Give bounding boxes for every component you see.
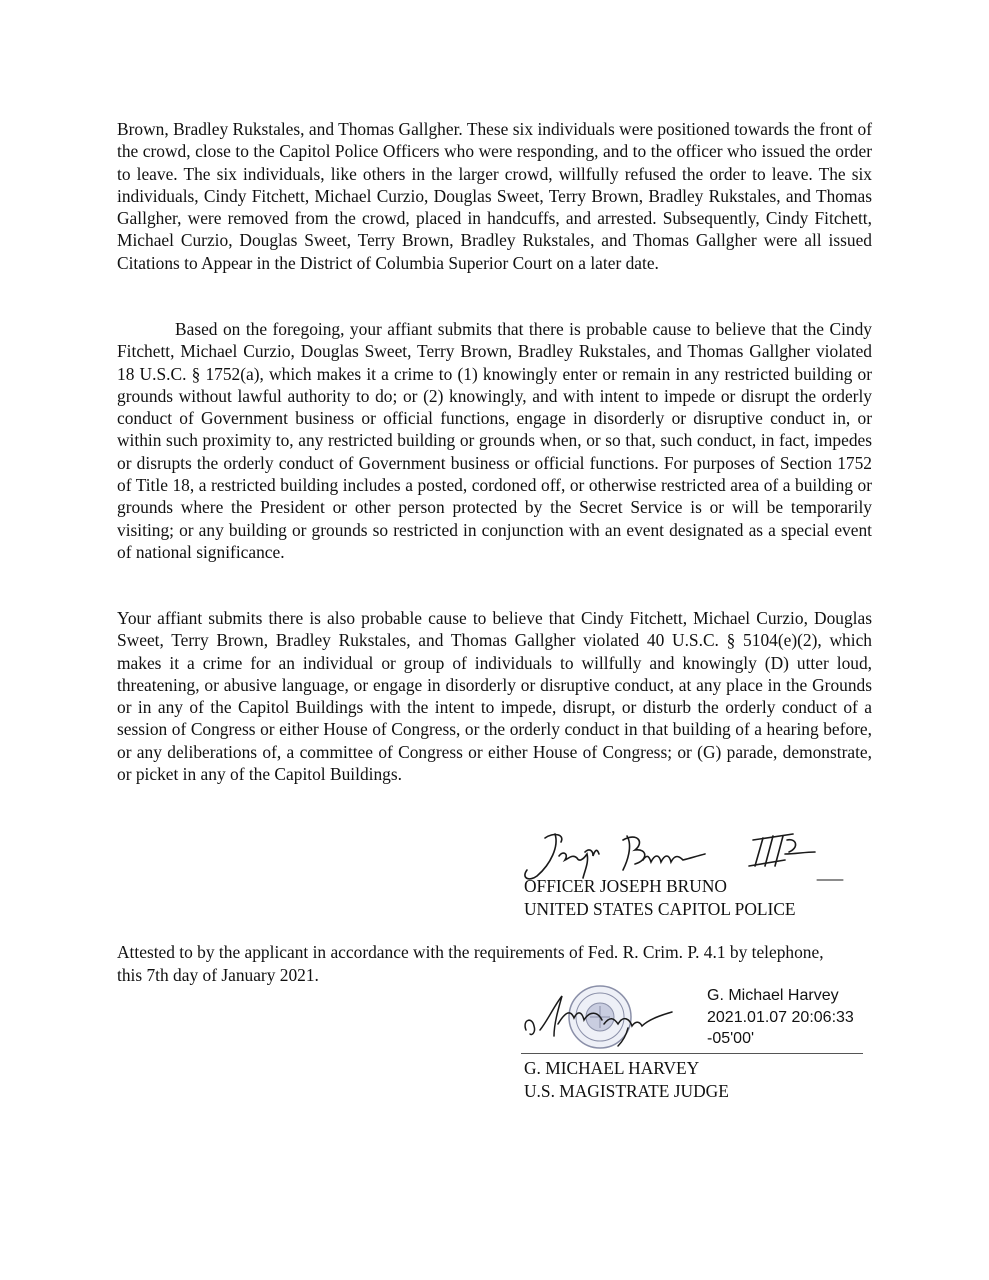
officer-name: OFFICER JOSEPH BRUNO bbox=[524, 876, 727, 896]
paragraph-2: Based on the foregoing, your affiant submits that there is probable cause to believe that the Cindy Fitchett, Michael Curzio, Douglas Sweet, Terry Brown, Bradley Rukstales, and Thomas Gallgher violated 18 U.S.C. § 1752(a), which makes it a crime to (1) knowingly enter or remain in any restricted building or grounds without lawful authority to do; or (2) knowingly, and with intent to impede or disrupt the orderly conduct of Government business or official functions, engage in disorderly or disruptive conduct in, or within such proximity to, any restricted building or grounds when, or so that, such conduct, in fact, impedes or disrupts the orderly conduct of Government business or official functions. For purposes of Section 1752 of Title 18, a restricted building includes a posted, cordoned off, or otherwise restricted area of a building or grounds where the President or other person protected by the Secret Service is or will be temporarily visiting; or any building or grounds so restricted in conjunction with an event designated as a special event of national significance. bbox=[117, 319, 872, 562]
judge-name: G. MICHAEL HARVEY bbox=[524, 1058, 700, 1078]
judge-seal-signature-image bbox=[520, 984, 710, 1050]
paragraph-3: Your affiant submits there is also probable cause to believe that Cindy Fitchett, Michael Curzio, Douglas Sweet, Terry Brown, Bradley Rukstales, and Thomas Gallgher violated 40 U.S.C. § 5104(e)(2), which makes it a crime for an individual or group of individuals to willfully and knowingly (D) utter loud, threatening, or abusive language, or engage in disorderly or disruptive conduct, at any place in the Grounds or in any of the Capitol Buildings with the intent to impede, disrupt, or disturb the orderly conduct of a session of Congress or either House of Congress, or the orderly conduct in that building of a hearing before, or any deliberations of, a committee of Congress or either House of Congress; or (G) parade, demonstrate, or picket in any of the Capitol Buildings. bbox=[117, 608, 872, 785]
officer-agency: UNITED STATES CAPITOL POLICE bbox=[524, 898, 796, 919]
judge-block bbox=[524, 1057, 729, 1103]
judge-signature-line bbox=[521, 1053, 863, 1054]
digital-signer-name: G. Michael Harvey bbox=[707, 987, 839, 1004]
digital-signature-datetime: 2021.01.07 20:06:33 bbox=[707, 1008, 854, 1026]
digital-signature-block bbox=[707, 985, 854, 1050]
attestation-text: Attested to by the applicant in accordance with the requirements of Fed. R. Crim. P. 4.1 by telephone, this 7th day of January 2021. bbox=[117, 942, 824, 985]
digital-signature-offset: -05'00' bbox=[707, 1030, 755, 1047]
officer-block bbox=[524, 875, 796, 920]
paragraph-1: Brown, Bradley Rukstales, and Thomas Gallgher. These six individuals were positioned towards the front of the crowd, close to the Capitol Police Officers who were responding, and to the officer who issued the order to leave. The six individuals, like others in the larger crowd, willfully refused the order to leave. The six individuals, Cindy Fitchett, Michael Curzio, Douglas Sweet, Terry Brown, Bradley Rukstales, and Thomas Gallgher, were removed from the crowd, placed in handcuffs, and arrested. Subsequently, Cindy Fitchett, Michael Curzio, Douglas Sweet, Terry Brown, Bradley Rukstales, and Thomas Gallgher were all issued Citations to Appear in the District of Columbia Superior Court on a later date. bbox=[117, 119, 872, 273]
judge-title: U.S. MAGISTRATE JUDGE bbox=[524, 1081, 729, 1101]
